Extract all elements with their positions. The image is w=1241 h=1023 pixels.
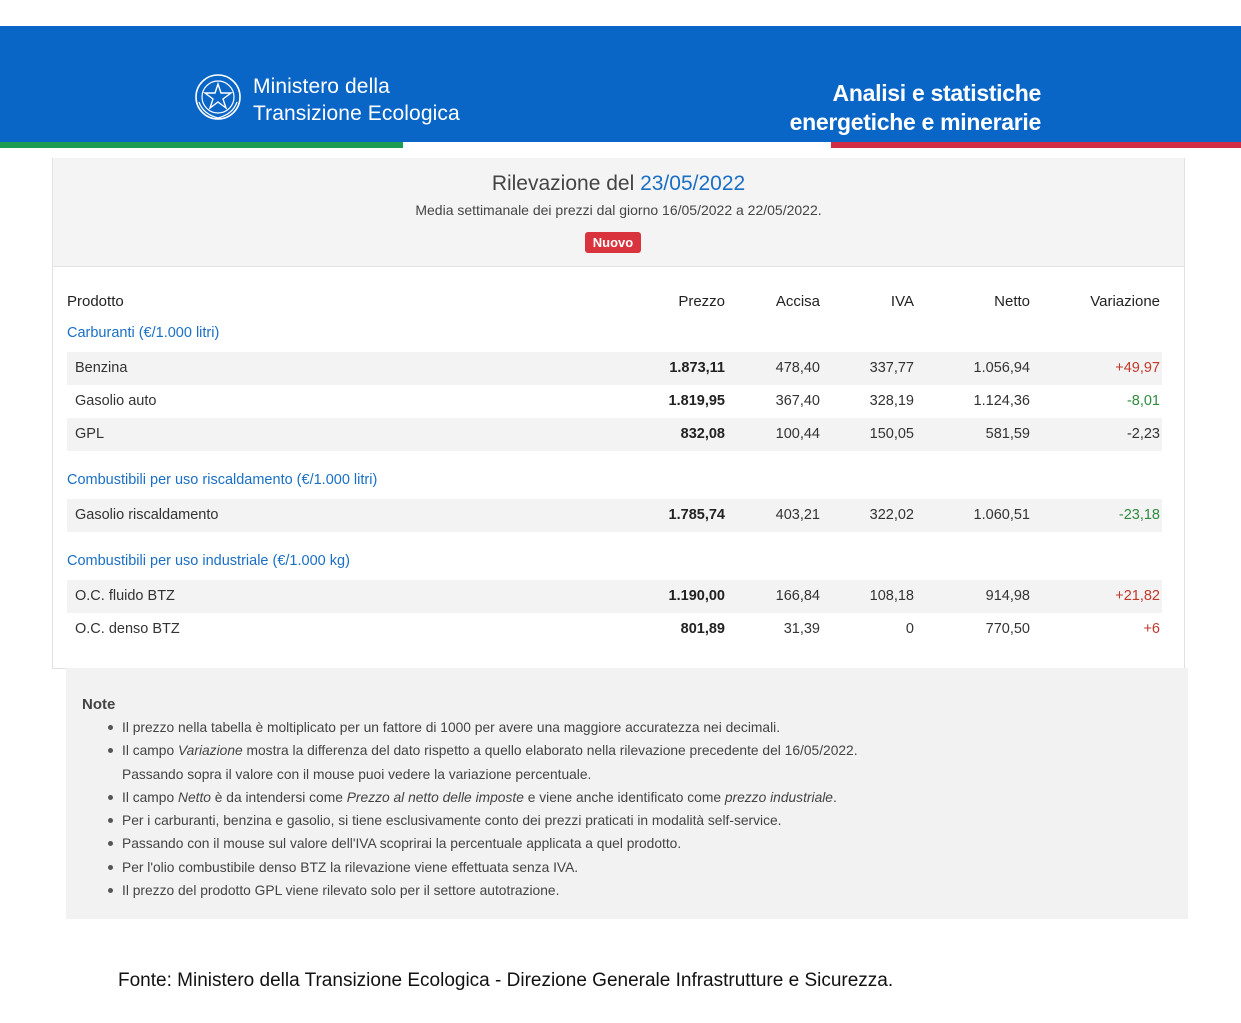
cell-accisa: 367,40 — [775, 393, 820, 409]
cell-iva[interactable]: 0 — [905, 621, 914, 637]
cell-accisa: 100,44 — [775, 426, 820, 442]
notes-title: Note — [82, 696, 116, 713]
cell-iva[interactable]: 328,19 — [869, 393, 914, 409]
section-title — [67, 466, 1162, 499]
table-header — [67, 283, 1162, 319]
note-text: . — [832, 789, 837, 805]
col-accisa: Accisa — [775, 293, 820, 310]
cell-netto: 914,98 — [985, 588, 1030, 604]
note-item — [122, 832, 858, 855]
cell-accisa: 166,84 — [775, 588, 820, 604]
cell-prodotto: Gasolio auto — [75, 393, 157, 409]
note-item — [122, 716, 858, 739]
cell-variazione[interactable]: +49,97 — [1115, 360, 1160, 376]
note-text: Per l'olio combustibile denso BTZ la rilevazione viene effettuata senza IVA. — [122, 859, 579, 875]
note-item — [122, 856, 858, 879]
note-text: è da intendersi come — [210, 789, 347, 805]
note-item — [122, 786, 858, 809]
table-row — [67, 613, 1162, 646]
note-text: Il campo — [122, 789, 178, 805]
note-item — [122, 739, 858, 762]
note-text: Il prezzo del prodotto GPL viene rilevato solo per il settore autotrazione. — [122, 883, 560, 899]
cell-prezzo: 1.819,95 — [668, 393, 725, 409]
section-title-text: Combustibili per uso riscaldamento (€/1.000 litri) — [67, 472, 378, 488]
table-row — [67, 418, 1162, 451]
col-variazione: Variazione — [1090, 293, 1160, 310]
cell-netto: 581,59 — [985, 426, 1030, 442]
cell-netto: 1.056,94 — [973, 360, 1030, 376]
note-item — [122, 879, 858, 902]
cell-accisa: 31,39 — [783, 621, 820, 637]
price-panel — [52, 158, 1185, 669]
col-prezzo: Prezzo — [678, 293, 725, 310]
section-title — [67, 319, 1162, 352]
survey-title — [53, 172, 1184, 196]
price-table — [67, 283, 1162, 646]
cell-accisa: 478,40 — [775, 360, 820, 376]
cell-prezzo: 1.873,11 — [669, 360, 725, 376]
note-text: Netto — [177, 789, 211, 805]
note-text: Per i carburanti, benzina e gasolio, si tiene esclusivamente conto dei prezzi praticati in modalità self-service. — [122, 813, 782, 829]
cell-prezzo: 801,89 — [680, 621, 725, 637]
cell-prezzo: 1.785,74 — [668, 507, 725, 523]
site-tagline — [790, 79, 1041, 137]
tagline-line2: energetiche e minerarie — [789, 109, 1041, 135]
table-row — [67, 352, 1162, 385]
note-text: Il campo — [122, 743, 178, 759]
cell-variazione[interactable]: -8,01 — [1126, 393, 1160, 409]
cell-prodotto: Benzina — [75, 360, 128, 376]
note-text: e viene anche identificato come — [523, 789, 725, 805]
cell-variazione[interactable]: -2,23 — [1126, 426, 1160, 442]
note-item — [122, 809, 858, 832]
survey-date[interactable]: 23/05/2022 — [640, 172, 746, 195]
ministry-name-line2: Transizione Ecologica — [253, 102, 460, 125]
tricolor-stripe — [0, 142, 1241, 148]
table-body — [67, 319, 1162, 646]
cell-variazione[interactable]: -23,18 — [1118, 507, 1160, 523]
cell-prezzo: 832,08 — [680, 426, 725, 442]
note-text: Passando sopra il valore con il mouse puoi vedere la variazione percentuale. — [122, 766, 592, 782]
section-title-text: Carburanti (€/1.000 litri) — [67, 325, 220, 341]
cell-iva[interactable]: 108,18 — [869, 588, 914, 604]
site-header — [0, 26, 1241, 142]
cell-iva[interactable]: 337,77 — [869, 360, 914, 376]
cell-netto: 1.124,36 — [973, 393, 1030, 409]
note-text: Variazione — [177, 743, 243, 759]
cell-prodotto: O.C. fluido BTZ — [75, 588, 175, 604]
cell-prodotto: GPL — [75, 426, 105, 442]
note-text: Passando con il mouse sul valore dell'IVA scoprirai la percentuale applicata a quel prodotto. — [122, 836, 682, 852]
cell-variazione[interactable]: +6 — [1143, 621, 1160, 637]
cell-accisa: 403,21 — [775, 507, 820, 523]
survey-title-prefix: Rilevazione del — [491, 172, 635, 195]
ministry-name-line1: Ministero della — [253, 75, 390, 98]
survey-header — [53, 158, 1184, 267]
col-netto: Netto — [994, 293, 1030, 310]
section-title — [67, 547, 1162, 580]
col-iva: IVA — [890, 293, 914, 310]
note-text: prezzo industriale — [724, 789, 833, 805]
table-row — [67, 580, 1162, 613]
source-caption: Fonte: Ministero della Transizione Ecologica - Direzione Generale Infrastrutture e Sicurezza. — [118, 970, 894, 991]
table-row — [67, 385, 1162, 418]
notes-box — [66, 668, 1188, 919]
cell-prodotto: Gasolio riscaldamento — [75, 507, 219, 523]
note-text: Il prezzo nella tabella è moltiplicato per un fattore di 1000 per avere una maggiore accuratezza nei decimali. — [122, 720, 781, 735]
cell-prezzo: 1.190,00 — [668, 588, 725, 604]
cell-variazione[interactable]: +21,82 — [1115, 588, 1160, 604]
section-title-text: Combustibili per uso industriale (€/1.000 kg) — [67, 553, 350, 569]
cell-iva[interactable]: 150,05 — [869, 426, 914, 442]
cell-netto: 770,50 — [985, 621, 1030, 637]
cell-netto: 1.060,51 — [973, 507, 1030, 523]
col-prodotto: Prodotto — [67, 293, 124, 310]
cell-iva[interactable]: 322,02 — [869, 507, 914, 523]
note-text: mostra la differenza del dato rispetto a quello elaborato nella rilevazione precedente del 16/05/2022. — [242, 743, 858, 759]
note-item — [122, 763, 858, 786]
note-text: Prezzo al netto delle imposte — [346, 789, 524, 805]
table-row — [67, 499, 1162, 532]
ministry-logo-text[interactable] — [253, 73, 460, 127]
new-badge: Nuovo — [585, 232, 641, 253]
italian-republic-emblem-icon — [193, 72, 243, 122]
tagline-line1: Analisi e statistiche — [832, 80, 1041, 106]
cell-prodotto: O.C. denso BTZ — [75, 621, 180, 637]
survey-subtitle: Media settimanale dei prezzi dal giorno 16/05/2022 a 22/05/2022. — [415, 202, 822, 218]
notes-list — [82, 716, 858, 902]
